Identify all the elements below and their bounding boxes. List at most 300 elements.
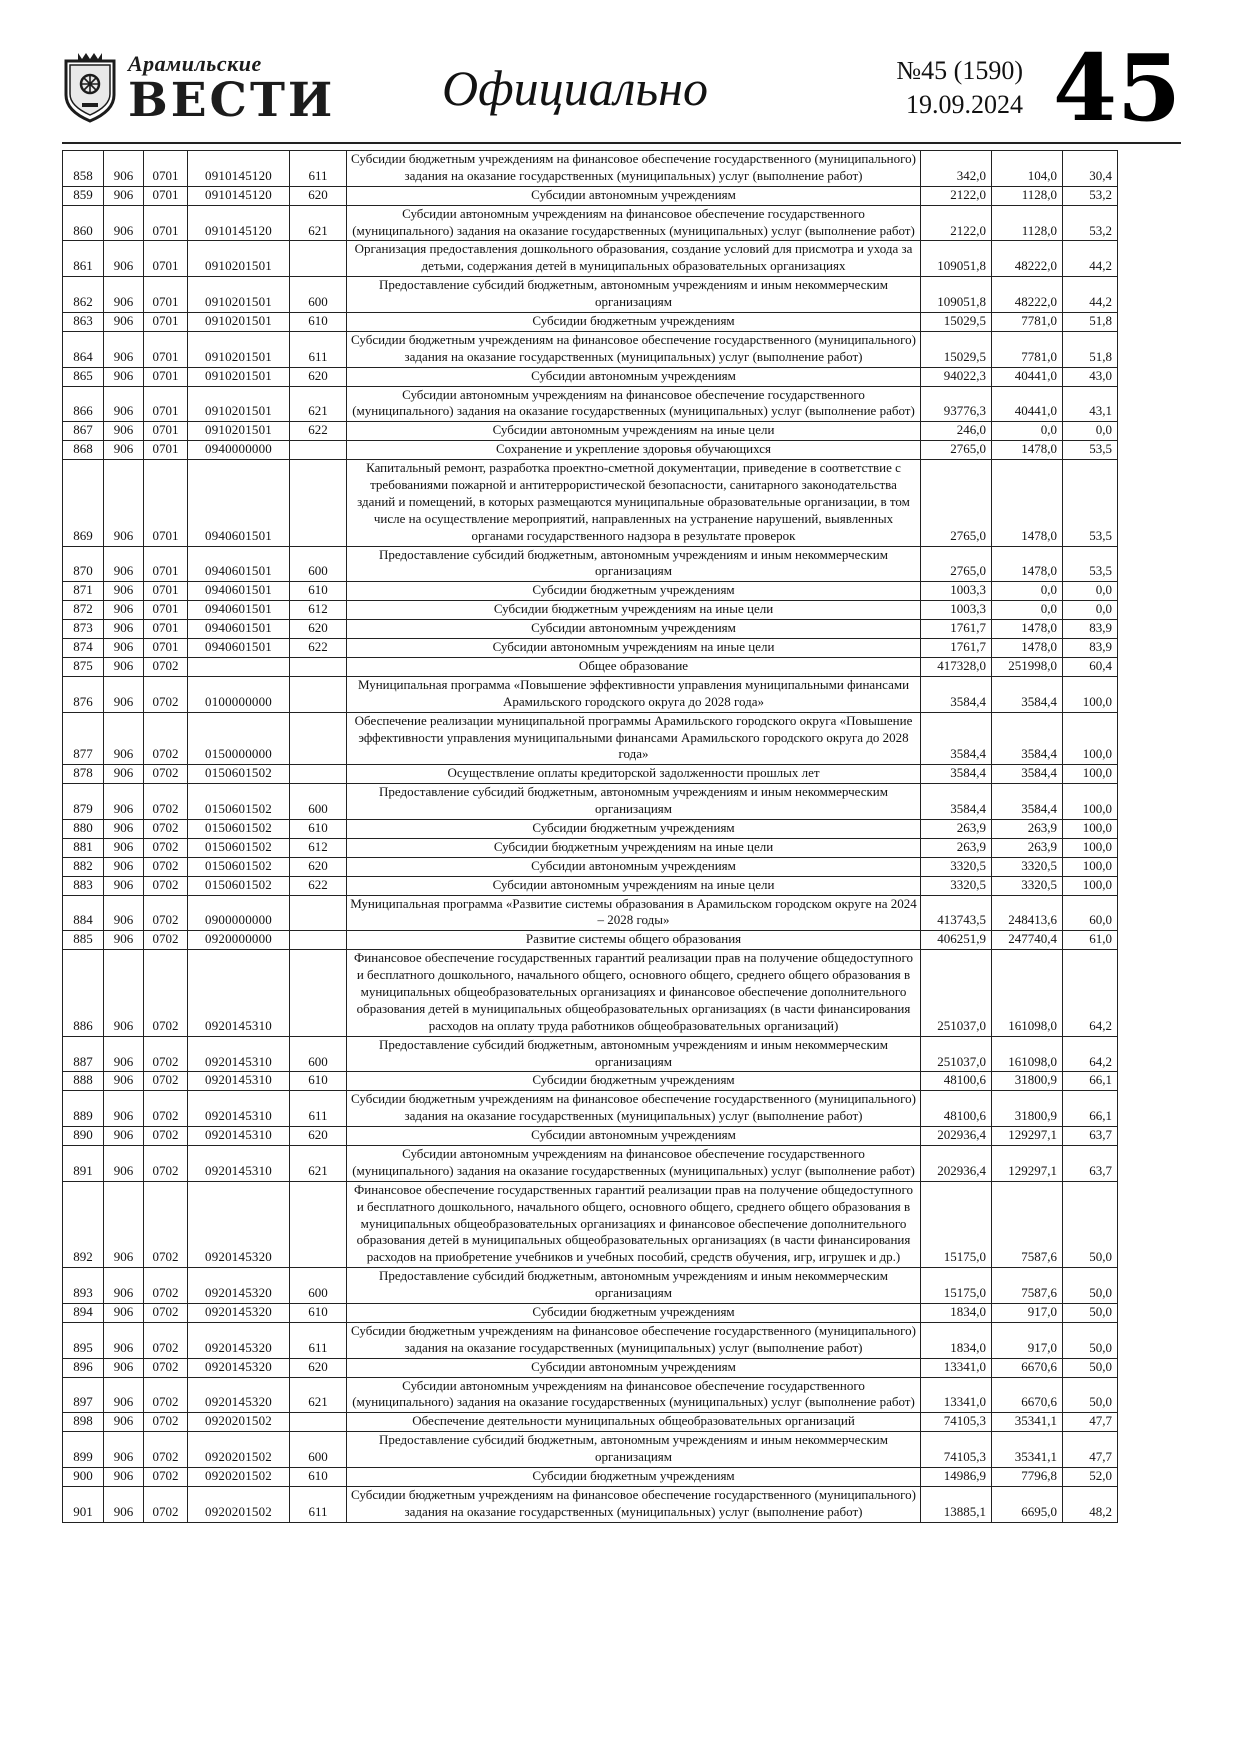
amount-executed: 3320,5 [992, 857, 1063, 876]
table-row [63, 186, 1118, 205]
expense-description: Субсидии автономным учреждениям на иные цели [347, 876, 921, 895]
expense-type-code: 611 [290, 1091, 347, 1127]
row-number: 868 [63, 441, 104, 460]
grbs-code: 906 [104, 712, 144, 765]
row-number: 900 [63, 1468, 104, 1487]
amount-planned: 2765,0 [921, 546, 992, 582]
row-number: 892 [63, 1181, 104, 1267]
table-row [63, 582, 1118, 601]
expense-description: Обеспечение реализации муниципальной программы Арамильского городского округа «Повышение эффективности управления муниципальными финансами Арамильского городского округа до 2028 года» [347, 712, 921, 765]
target-article-code [188, 657, 290, 676]
amount-executed: 0,0 [992, 582, 1063, 601]
expense-type-code: 600 [290, 546, 347, 582]
execution-percent: 47,7 [1063, 1432, 1118, 1468]
execution-percent: 60,4 [1063, 657, 1118, 676]
section-code: 0701 [144, 422, 188, 441]
expense-description: Субсидии автономным учреждениям [347, 1358, 921, 1377]
execution-percent: 100,0 [1063, 712, 1118, 765]
amount-executed: 917,0 [992, 1322, 1063, 1358]
amount-executed: 247740,4 [992, 931, 1063, 950]
execution-percent: 53,2 [1063, 205, 1118, 241]
table-row [63, 950, 1118, 1036]
table-row [63, 1072, 1118, 1091]
row-number: 894 [63, 1304, 104, 1323]
expense-description: Субсидии бюджетным учреждениям [347, 582, 921, 601]
execution-percent: 51,8 [1063, 313, 1118, 332]
expense-type-code: 620 [290, 186, 347, 205]
target-article-code: 0910201501 [188, 313, 290, 332]
section-code: 0702 [144, 1377, 188, 1413]
row-number: 899 [63, 1432, 104, 1468]
section-code: 0702 [144, 1181, 188, 1267]
amount-executed: 48222,0 [992, 241, 1063, 277]
table-row [63, 620, 1118, 639]
issue-block [853, 54, 1023, 122]
amount-planned: 3584,4 [921, 676, 992, 712]
section-code: 0702 [144, 1322, 188, 1358]
masthead [62, 34, 1181, 142]
row-number: 867 [63, 422, 104, 441]
target-article-code: 0920145320 [188, 1322, 290, 1358]
section-code: 0701 [144, 620, 188, 639]
row-number: 865 [63, 367, 104, 386]
table-row [63, 639, 1118, 658]
execution-percent: 53,2 [1063, 186, 1118, 205]
expense-type-code [290, 657, 347, 676]
execution-percent: 51,8 [1063, 331, 1118, 367]
execution-percent: 100,0 [1063, 838, 1118, 857]
table-row [63, 422, 1118, 441]
expense-type-code: 610 [290, 819, 347, 838]
table-row [63, 876, 1118, 895]
expense-type-code [290, 1181, 347, 1267]
target-article-code: 0150601502 [188, 765, 290, 784]
grbs-code: 906 [104, 1304, 144, 1323]
amount-planned: 109051,8 [921, 241, 992, 277]
execution-percent: 83,9 [1063, 639, 1118, 658]
execution-percent: 50,0 [1063, 1268, 1118, 1304]
grbs-code: 906 [104, 1145, 144, 1181]
amount-executed: 0,0 [992, 422, 1063, 441]
table-row [63, 765, 1118, 784]
table-row [63, 313, 1118, 332]
expense-type-code [290, 1413, 347, 1432]
target-article-code: 0920145310 [188, 950, 290, 1036]
table-row [63, 838, 1118, 857]
amount-planned: 13885,1 [921, 1486, 992, 1522]
table-row [63, 1268, 1118, 1304]
issue-number: №45 (1590) [896, 56, 1023, 86]
section-code: 0701 [144, 386, 188, 422]
section-code: 0702 [144, 1358, 188, 1377]
section-code: 0701 [144, 639, 188, 658]
grbs-code: 906 [104, 876, 144, 895]
grbs-code: 906 [104, 784, 144, 820]
expense-description: Субсидии бюджетным учреждениям [347, 1468, 921, 1487]
section-code: 0701 [144, 186, 188, 205]
section-code: 0702 [144, 1432, 188, 1468]
row-number: 869 [63, 460, 104, 546]
expense-type-code: 622 [290, 639, 347, 658]
grbs-code: 906 [104, 582, 144, 601]
amount-planned: 2122,0 [921, 205, 992, 241]
expense-description: Осуществление оплаты кредиторской задолженности прошлых лет [347, 765, 921, 784]
amount-planned: 417328,0 [921, 657, 992, 676]
section-code: 0701 [144, 331, 188, 367]
amount-planned: 202936,4 [921, 1145, 992, 1181]
expense-type-code: 621 [290, 205, 347, 241]
expense-type-code [290, 441, 347, 460]
amount-executed: 7781,0 [992, 331, 1063, 367]
section-code: 0702 [144, 1127, 188, 1146]
grbs-code: 906 [104, 205, 144, 241]
grbs-code: 906 [104, 895, 144, 931]
table-row [63, 546, 1118, 582]
expense-type-code: 620 [290, 367, 347, 386]
table-row [63, 1486, 1118, 1522]
brand-text [128, 50, 336, 128]
row-number: 889 [63, 1091, 104, 1127]
amount-executed: 0,0 [992, 601, 1063, 620]
expense-description: Предоставление субсидий бюджетным, автономным учреждениям и иным некоммерческим организациям [347, 1268, 921, 1304]
execution-percent: 83,9 [1063, 620, 1118, 639]
target-article-code: 0940601501 [188, 639, 290, 658]
execution-percent: 50,0 [1063, 1304, 1118, 1323]
amount-planned: 48100,6 [921, 1091, 992, 1127]
row-number: 891 [63, 1145, 104, 1181]
section-code: 0701 [144, 582, 188, 601]
table-row [63, 460, 1118, 546]
execution-percent: 0,0 [1063, 422, 1118, 441]
table-row [63, 676, 1118, 712]
table-row [63, 601, 1118, 620]
target-article-code: 0920201502 [188, 1413, 290, 1432]
amount-planned: 15175,0 [921, 1268, 992, 1304]
expense-description: Субсидии бюджетным учреждениям на финансовое обеспечение государственного (муниципального) задания на оказание государственных (муниципальных) услуг (выполнение работ) [347, 1322, 921, 1358]
amount-executed: 7796,8 [992, 1468, 1063, 1487]
amount-planned: 48100,6 [921, 1072, 992, 1091]
amount-planned: 1834,0 [921, 1304, 992, 1323]
budget-table [62, 150, 1118, 1523]
amount-executed: 7587,6 [992, 1181, 1063, 1267]
grbs-code: 906 [104, 1322, 144, 1358]
expense-description: Обеспечение деятельности муниципальных общеобразовательных организаций [347, 1413, 921, 1432]
grbs-code: 906 [104, 1413, 144, 1432]
section-code: 0702 [144, 784, 188, 820]
row-number: 878 [63, 765, 104, 784]
expense-type-code: 600 [290, 784, 347, 820]
amount-planned: 2765,0 [921, 460, 992, 546]
amount-planned: 93776,3 [921, 386, 992, 422]
row-number: 877 [63, 712, 104, 765]
amount-executed: 1128,0 [992, 186, 1063, 205]
table-row [63, 1091, 1118, 1127]
expense-type-code [290, 712, 347, 765]
expense-type-code: 621 [290, 1377, 347, 1413]
table-row [63, 1036, 1118, 1072]
row-number: 859 [63, 186, 104, 205]
section-code: 0702 [144, 1072, 188, 1091]
row-number: 866 [63, 386, 104, 422]
target-article-code: 0150000000 [188, 712, 290, 765]
row-number: 896 [63, 1358, 104, 1377]
expense-type-code: 622 [290, 876, 347, 895]
amount-executed: 1478,0 [992, 460, 1063, 546]
expense-description: Развитие системы общего образования [347, 931, 921, 950]
row-number: 890 [63, 1127, 104, 1146]
grbs-code: 906 [104, 546, 144, 582]
row-number: 887 [63, 1036, 104, 1072]
expense-description: Субсидии бюджетным учреждениям на финансовое обеспечение государственного (муниципального) задания на оказание государственных (муниципальных) услуг (выполнение работ) [347, 1486, 921, 1522]
expense-description: Муниципальная программа «Повышение эффективности управления муниципальными финансами Арамильского городского округа до 2028 года» [347, 676, 921, 712]
expense-type-code: 600 [290, 277, 347, 313]
expense-type-code: 620 [290, 620, 347, 639]
target-article-code: 0150601502 [188, 819, 290, 838]
amount-executed: 40441,0 [992, 386, 1063, 422]
table-row [63, 712, 1118, 765]
grbs-code: 906 [104, 857, 144, 876]
grbs-code: 906 [104, 441, 144, 460]
amount-executed: 7587,6 [992, 1268, 1063, 1304]
section-code: 0702 [144, 1036, 188, 1072]
masthead-divider [62, 142, 1181, 144]
target-article-code: 0920145320 [188, 1377, 290, 1413]
grbs-code: 906 [104, 367, 144, 386]
section-code: 0701 [144, 601, 188, 620]
expense-description: Муниципальная программа «Развитие системы образования в Арамильском городском округе на 2024 – 2028 годы» [347, 895, 921, 931]
row-number: 895 [63, 1322, 104, 1358]
amount-executed: 248413,6 [992, 895, 1063, 931]
expense-type-code [290, 895, 347, 931]
execution-percent: 63,7 [1063, 1145, 1118, 1181]
grbs-code: 906 [104, 1377, 144, 1413]
amount-planned: 3584,4 [921, 784, 992, 820]
expense-type-code: 612 [290, 838, 347, 857]
expense-type-code: 621 [290, 1145, 347, 1181]
expense-description: Финансовое обеспечение государственных гарантий реализации прав на получение общедоступного и бесплатного дошкольного, начального общего, основного общего, среднего общего образования в муниципальных общеобразовательных организациях и финансовое обеспечение дополнительного образования детей в муниципальных общеобразовательных организациях (в части финансирования расходов на приобретение учебников и учебных пособий, средств обучения, игр, игрушек и др.) [347, 1181, 921, 1267]
target-article-code: 0920000000 [188, 931, 290, 950]
execution-percent: 44,2 [1063, 241, 1118, 277]
table-row [63, 1145, 1118, 1181]
target-article-code: 0940601501 [188, 601, 290, 620]
target-article-code: 0940000000 [188, 441, 290, 460]
table-row [63, 657, 1118, 676]
expense-type-code: 611 [290, 151, 347, 187]
amount-executed: 161098,0 [992, 1036, 1063, 1072]
amount-planned: 14986,9 [921, 1468, 992, 1487]
expense-type-code [290, 241, 347, 277]
target-article-code: 0910145120 [188, 186, 290, 205]
row-number: 881 [63, 838, 104, 857]
table-row [63, 857, 1118, 876]
target-article-code: 0940601501 [188, 620, 290, 639]
section-code: 0701 [144, 367, 188, 386]
expense-description: Общее образование [347, 657, 921, 676]
expense-type-code: 620 [290, 1127, 347, 1146]
section-code: 0702 [144, 819, 188, 838]
amount-executed: 1478,0 [992, 441, 1063, 460]
table-row [63, 386, 1118, 422]
coat-of-arms-icon [62, 51, 118, 125]
amount-executed: 1478,0 [992, 620, 1063, 639]
execution-percent: 64,2 [1063, 1036, 1118, 1072]
amount-planned: 202936,4 [921, 1127, 992, 1146]
section-code: 0702 [144, 895, 188, 931]
expense-type-code [290, 765, 347, 784]
row-number: 886 [63, 950, 104, 1036]
amount-planned: 2122,0 [921, 186, 992, 205]
grbs-code: 906 [104, 1072, 144, 1091]
section-code: 0702 [144, 1145, 188, 1181]
row-number: 871 [63, 582, 104, 601]
expense-description: Субсидии автономным учреждениям [347, 186, 921, 205]
newspaper-logo [62, 50, 336, 128]
execution-percent: 66,1 [1063, 1091, 1118, 1127]
amount-executed: 31800,9 [992, 1072, 1063, 1091]
row-number: 875 [63, 657, 104, 676]
amount-executed: 3320,5 [992, 876, 1063, 895]
grbs-code: 906 [104, 241, 144, 277]
amount-executed: 161098,0 [992, 950, 1063, 1036]
amount-planned: 74105,3 [921, 1413, 992, 1432]
amount-executed: 6695,0 [992, 1486, 1063, 1522]
target-article-code: 0910201501 [188, 422, 290, 441]
amount-executed: 6670,6 [992, 1358, 1063, 1377]
target-article-code: 0920145310 [188, 1127, 290, 1146]
amount-planned: 2765,0 [921, 441, 992, 460]
grbs-code: 906 [104, 386, 144, 422]
expense-description: Субсидии автономным учреждениям [347, 1127, 921, 1146]
execution-percent: 100,0 [1063, 857, 1118, 876]
expense-description: Субсидии автономным учреждениям на финансовое обеспечение государственного (муниципального) задания на оказание государственных (муниципальных) услуг (выполнение работ) [347, 1377, 921, 1413]
execution-percent: 64,2 [1063, 950, 1118, 1036]
target-article-code: 0920201502 [188, 1432, 290, 1468]
expense-type-code: 612 [290, 601, 347, 620]
target-article-code: 0920145310 [188, 1091, 290, 1127]
table-row [63, 1358, 1118, 1377]
expense-description: Субсидии бюджетным учреждениям [347, 1304, 921, 1323]
grbs-code: 906 [104, 819, 144, 838]
expense-type-code: 610 [290, 582, 347, 601]
row-number: 898 [63, 1413, 104, 1432]
expense-description: Организация предоставления дошкольного образования, создание условий для присмотра и ухода за детьми, содержания детей в муниципальных образовательных организациях [347, 241, 921, 277]
expense-description: Субсидии автономным учреждениям на иные цели [347, 639, 921, 658]
table-row [63, 1377, 1118, 1413]
amount-planned: 3320,5 [921, 876, 992, 895]
execution-percent: 47,7 [1063, 1413, 1118, 1432]
execution-percent: 0,0 [1063, 582, 1118, 601]
section-code: 0701 [144, 277, 188, 313]
target-article-code: 0920145310 [188, 1072, 290, 1091]
amount-executed: 129297,1 [992, 1127, 1063, 1146]
brand-bottom: ВЕСТИ [128, 72, 336, 128]
table-row [63, 819, 1118, 838]
amount-executed: 35341,1 [992, 1432, 1063, 1468]
section-code: 0701 [144, 546, 188, 582]
table-row [63, 784, 1118, 820]
row-number: 872 [63, 601, 104, 620]
amount-planned: 1761,7 [921, 620, 992, 639]
amount-planned: 15175,0 [921, 1181, 992, 1267]
execution-percent: 100,0 [1063, 765, 1118, 784]
execution-percent: 53,5 [1063, 441, 1118, 460]
expense-type-code: 620 [290, 857, 347, 876]
expense-type-code: 611 [290, 1486, 347, 1522]
amount-executed: 129297,1 [992, 1145, 1063, 1181]
table-row [63, 1413, 1118, 1432]
amount-executed: 251998,0 [992, 657, 1063, 676]
grbs-code: 906 [104, 1468, 144, 1487]
amount-executed: 917,0 [992, 1304, 1063, 1323]
amount-executed: 263,9 [992, 838, 1063, 857]
amount-executed: 6670,6 [992, 1377, 1063, 1413]
expense-description: Субсидии бюджетным учреждениям на финансовое обеспечение государственного (муниципального) задания на оказание государственных (муниципальных) услуг (выполнение работ) [347, 1091, 921, 1127]
section-code: 0702 [144, 1091, 188, 1127]
target-article-code: 0910201501 [188, 241, 290, 277]
amount-planned: 342,0 [921, 151, 992, 187]
expense-type-code: 611 [290, 331, 347, 367]
target-article-code: 0910145120 [188, 151, 290, 187]
execution-percent: 53,5 [1063, 546, 1118, 582]
expense-description: Субсидии бюджетным учреждениям на финансовое обеспечение государственного (муниципального) задания на оказание государственных (муниципальных) услуг (выполнение работ) [347, 331, 921, 367]
expense-type-code [290, 950, 347, 1036]
table-row [63, 1181, 1118, 1267]
expense-description: Субсидии автономным учреждениям на финансовое обеспечение государственного (муниципального) задания на оказание государственных (муниципальных) услуг (выполнение работ) [347, 1145, 921, 1181]
expense-type-code [290, 676, 347, 712]
amount-planned: 263,9 [921, 838, 992, 857]
section-code: 0702 [144, 1304, 188, 1323]
execution-percent: 44,2 [1063, 277, 1118, 313]
execution-percent: 43,0 [1063, 367, 1118, 386]
table-row [63, 931, 1118, 950]
grbs-code: 906 [104, 1181, 144, 1267]
section-code: 0702 [144, 1486, 188, 1522]
target-article-code: 0920201502 [188, 1468, 290, 1487]
row-number: 880 [63, 819, 104, 838]
expense-type-code: 621 [290, 386, 347, 422]
target-article-code: 0910201501 [188, 331, 290, 367]
issue-date: 19.09.2024 [906, 90, 1023, 119]
expense-type-code: 610 [290, 1304, 347, 1323]
expense-description: Предоставление субсидий бюджетным, автономным учреждениям и иным некоммерческим организациям [347, 277, 921, 313]
execution-percent: 50,0 [1063, 1322, 1118, 1358]
execution-percent: 30,4 [1063, 151, 1118, 187]
grbs-code: 906 [104, 931, 144, 950]
target-article-code: 0910201501 [188, 367, 290, 386]
grbs-code: 906 [104, 331, 144, 367]
expense-description: Сохранение и укрепление здоровья обучающихся [347, 441, 921, 460]
section-code: 0702 [144, 931, 188, 950]
execution-percent: 63,7 [1063, 1127, 1118, 1146]
section-code: 0701 [144, 313, 188, 332]
amount-planned: 94022,3 [921, 367, 992, 386]
target-article-code: 0920145310 [188, 1036, 290, 1072]
amount-planned: 3584,4 [921, 712, 992, 765]
expense-type-code: 600 [290, 1268, 347, 1304]
target-article-code: 0940601501 [188, 460, 290, 546]
target-article-code: 0910145120 [188, 205, 290, 241]
grbs-code: 906 [104, 657, 144, 676]
row-number: 888 [63, 1072, 104, 1091]
amount-planned: 1761,7 [921, 639, 992, 658]
amount-executed: 35341,1 [992, 1413, 1063, 1432]
section-code: 0702 [144, 657, 188, 676]
grbs-code: 906 [104, 601, 144, 620]
grbs-code: 906 [104, 1432, 144, 1468]
section-title: Официально [442, 60, 708, 116]
expense-description: Субсидии бюджетным учреждениям [347, 313, 921, 332]
execution-percent: 100,0 [1063, 819, 1118, 838]
